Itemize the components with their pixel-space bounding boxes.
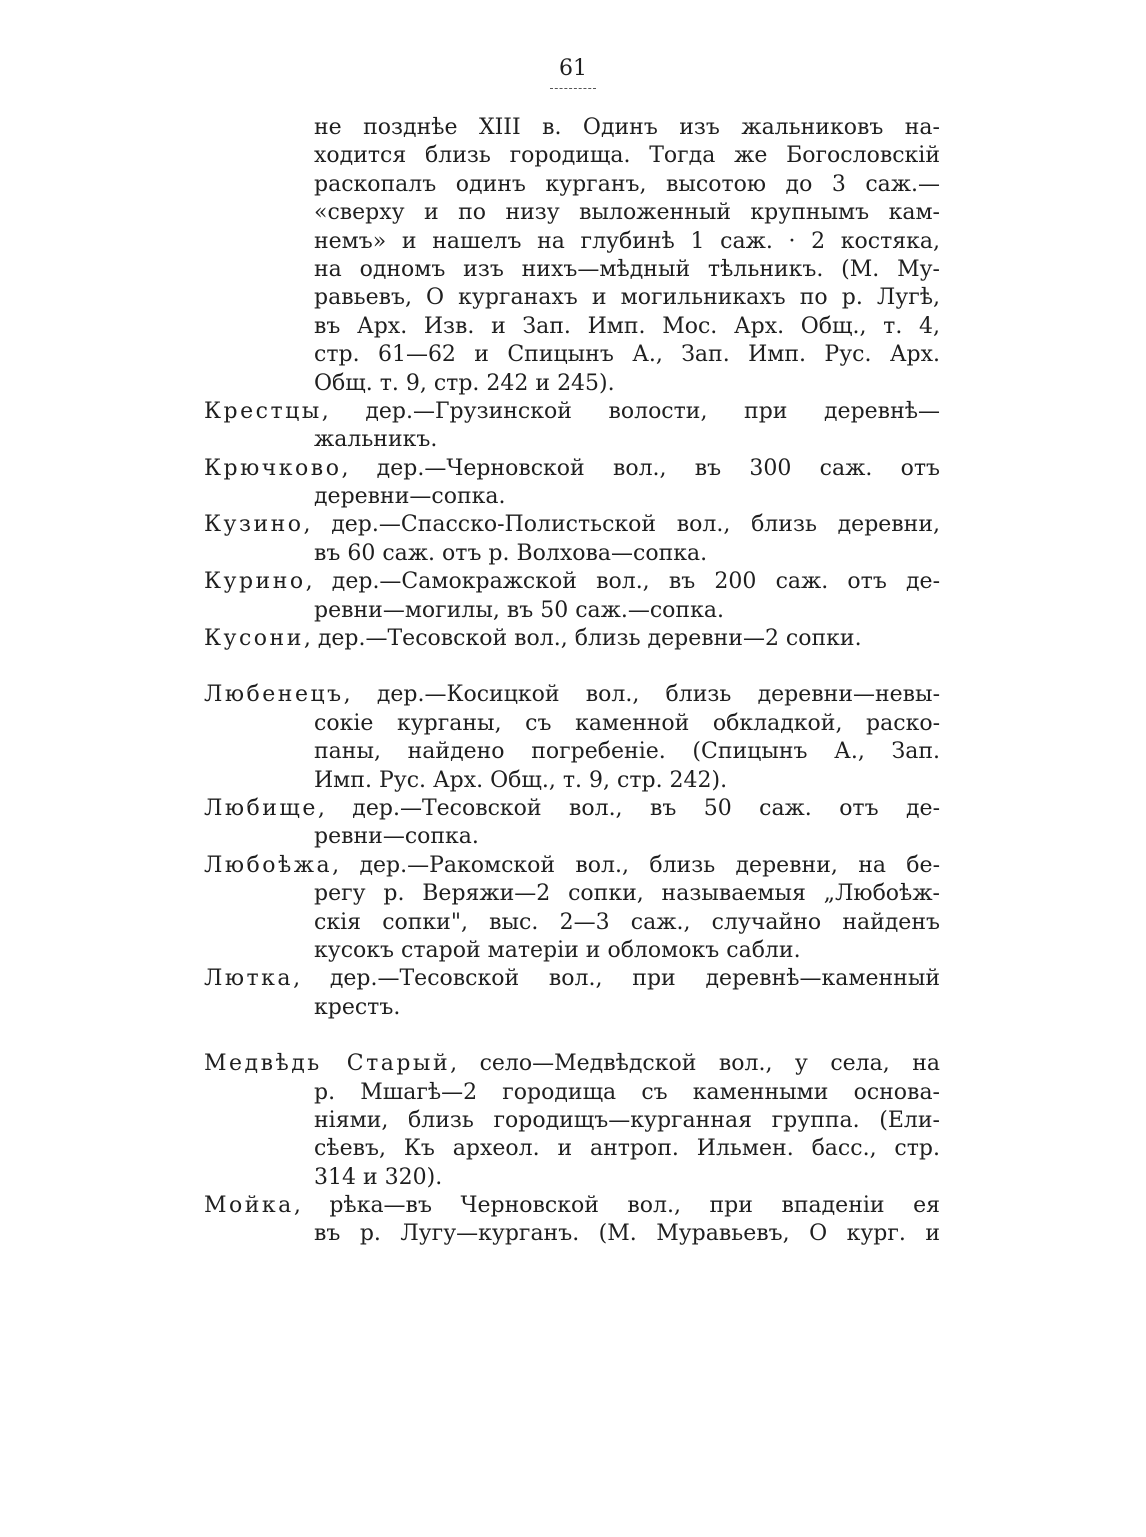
section-gap <box>204 653 940 681</box>
entry-text: , дер.—Грузинской волости, при деревнѣ— <box>321 398 940 424</box>
entry-headword: Любище <box>204 795 318 821</box>
text-line: кусокъ старой матеріи и обломокъ сабли. <box>314 937 801 963</box>
text-line: жальникъ. <box>314 427 438 453</box>
entry-headword: Мойка <box>204 1193 294 1219</box>
entry-text: , дер.—Косицкой вол., близь деревни—невы- <box>343 682 940 708</box>
text-line: скія сопки", выс. 2—3 саж., случайно найденъ <box>314 909 940 935</box>
entry-first-line <box>204 965 940 993</box>
page-number: 61 <box>559 56 587 81</box>
entry-headword: Курино <box>204 569 306 595</box>
entry-headword: Любенецъ <box>204 682 344 708</box>
entry-first-line <box>204 1192 940 1220</box>
text-line: на одномъ изъ нихъ—мѣдный тѣльникъ. (М. Му- <box>314 256 940 282</box>
text-line: деревни—сопка. <box>314 484 506 510</box>
text-line: крестъ. <box>314 994 401 1020</box>
text-line: не позднѣе XIII в. Одинъ изъ жальниковъ на- <box>314 115 940 140</box>
text-line: Имп. Рус. Арх. Общ., т. 9, стр. 242). <box>314 767 728 793</box>
entry-headword: Крючково <box>204 455 342 481</box>
text-line: ревни—сопка. <box>314 824 479 850</box>
text-line: ніями, близь городищъ—курганная группа. (Ели- <box>314 1107 940 1133</box>
text-line: въ Арх. Изв. и Зап. Имп. Мос. Арх. Общ., т. 4, <box>314 313 940 339</box>
entry-text: , село—Медвѣдской вол., у села, на <box>450 1051 940 1077</box>
text-line: равьевъ, О курганахъ и могильникахъ по р. Лугѣ, <box>314 285 940 311</box>
text-block <box>204 114 940 1249</box>
text-line: 314 и 320). <box>314 1164 443 1190</box>
text-line: регу р. Веряжи—2 сопки, называемыя „Любоѣж- <box>314 881 940 907</box>
entry-first-line <box>204 852 940 880</box>
entry-first-line <box>204 795 940 823</box>
entry-text: , рѣка—въ Черновской вол., при впаденіи ея <box>293 1193 940 1219</box>
entry-text: , дер.—Черновской вол., въ 300 саж. отъ <box>341 455 940 481</box>
entry-text: , дер.—Спасско-Полистьской вол., близь деревни, <box>303 512 940 538</box>
entry-text: , дер.—Самокражской вол., въ 200 саж. отъ де- <box>305 569 940 595</box>
entry-first-line <box>204 625 940 653</box>
text-line: немъ» и нашелъ на глубинѣ 1 саж. · 2 костяка, <box>314 228 940 254</box>
entry-headword: Кузино <box>204 512 304 538</box>
entry-text: , дер.—Тесовской вол., въ 50 саж. отъ де- <box>317 795 940 821</box>
entry-text: , дер.—Тесовской вол., при деревнѣ—каменный <box>293 966 940 992</box>
text-line: «сверху и по низу выложенный крупнымъ кам- <box>314 200 940 226</box>
text-line: паны, найдено погребеніе. (Спицынъ А., Зап. <box>314 739 940 765</box>
entry-first-line <box>204 1050 940 1078</box>
page-number-rule <box>550 88 596 89</box>
entry-first-line <box>204 398 940 426</box>
entry-first-line <box>204 568 940 596</box>
entry-text: , дер.—Ракомской вол., близь деревни, на бе- <box>332 852 940 878</box>
entry-headword: Крестцы <box>204 398 322 424</box>
text-line: раскопалъ одинъ курганъ, высотою до 3 саж.— <box>314 171 940 197</box>
entry-first-line <box>204 681 940 709</box>
text-line: въ р. Лугу—курганъ. (М. Муравьевъ, О кург. и <box>314 1221 940 1247</box>
entry-headword: Кусони <box>204 626 304 652</box>
text-line: стр. 61—62 и Спицынъ А., Зап. Имп. Рус. Арх. <box>314 342 940 368</box>
text-line: Общ. т. 9, стр. 242 и 245). <box>314 370 615 396</box>
text-line: ходится близь городища. Тогда же Богословскій <box>314 143 940 169</box>
text-line: сѣевъ, Къ археол. и антроп. Ильмен. басс., стр. <box>314 1136 940 1162</box>
entry-headword: Лютка <box>204 966 294 992</box>
text-line: сокіе курганы, съ каменной обкладкой, раско- <box>314 710 940 736</box>
section-gap <box>204 1022 940 1050</box>
entry-text: , дер.—Тесовской вол., близь деревни—2 сопки. <box>303 626 862 652</box>
entry-first-line <box>204 511 940 539</box>
entry-headword: Медвѣдь Старый <box>204 1051 451 1077</box>
text-line: р. Мшагѣ—2 городища съ каменными основа- <box>314 1079 940 1105</box>
text-line: ревни—могилы, въ 50 саж.—сопка. <box>314 597 724 623</box>
entry-headword: Любоѣжа <box>204 852 333 878</box>
text-line: въ 60 саж. отъ р. Волхова—сопка. <box>314 540 708 566</box>
entry-first-line <box>204 455 940 483</box>
